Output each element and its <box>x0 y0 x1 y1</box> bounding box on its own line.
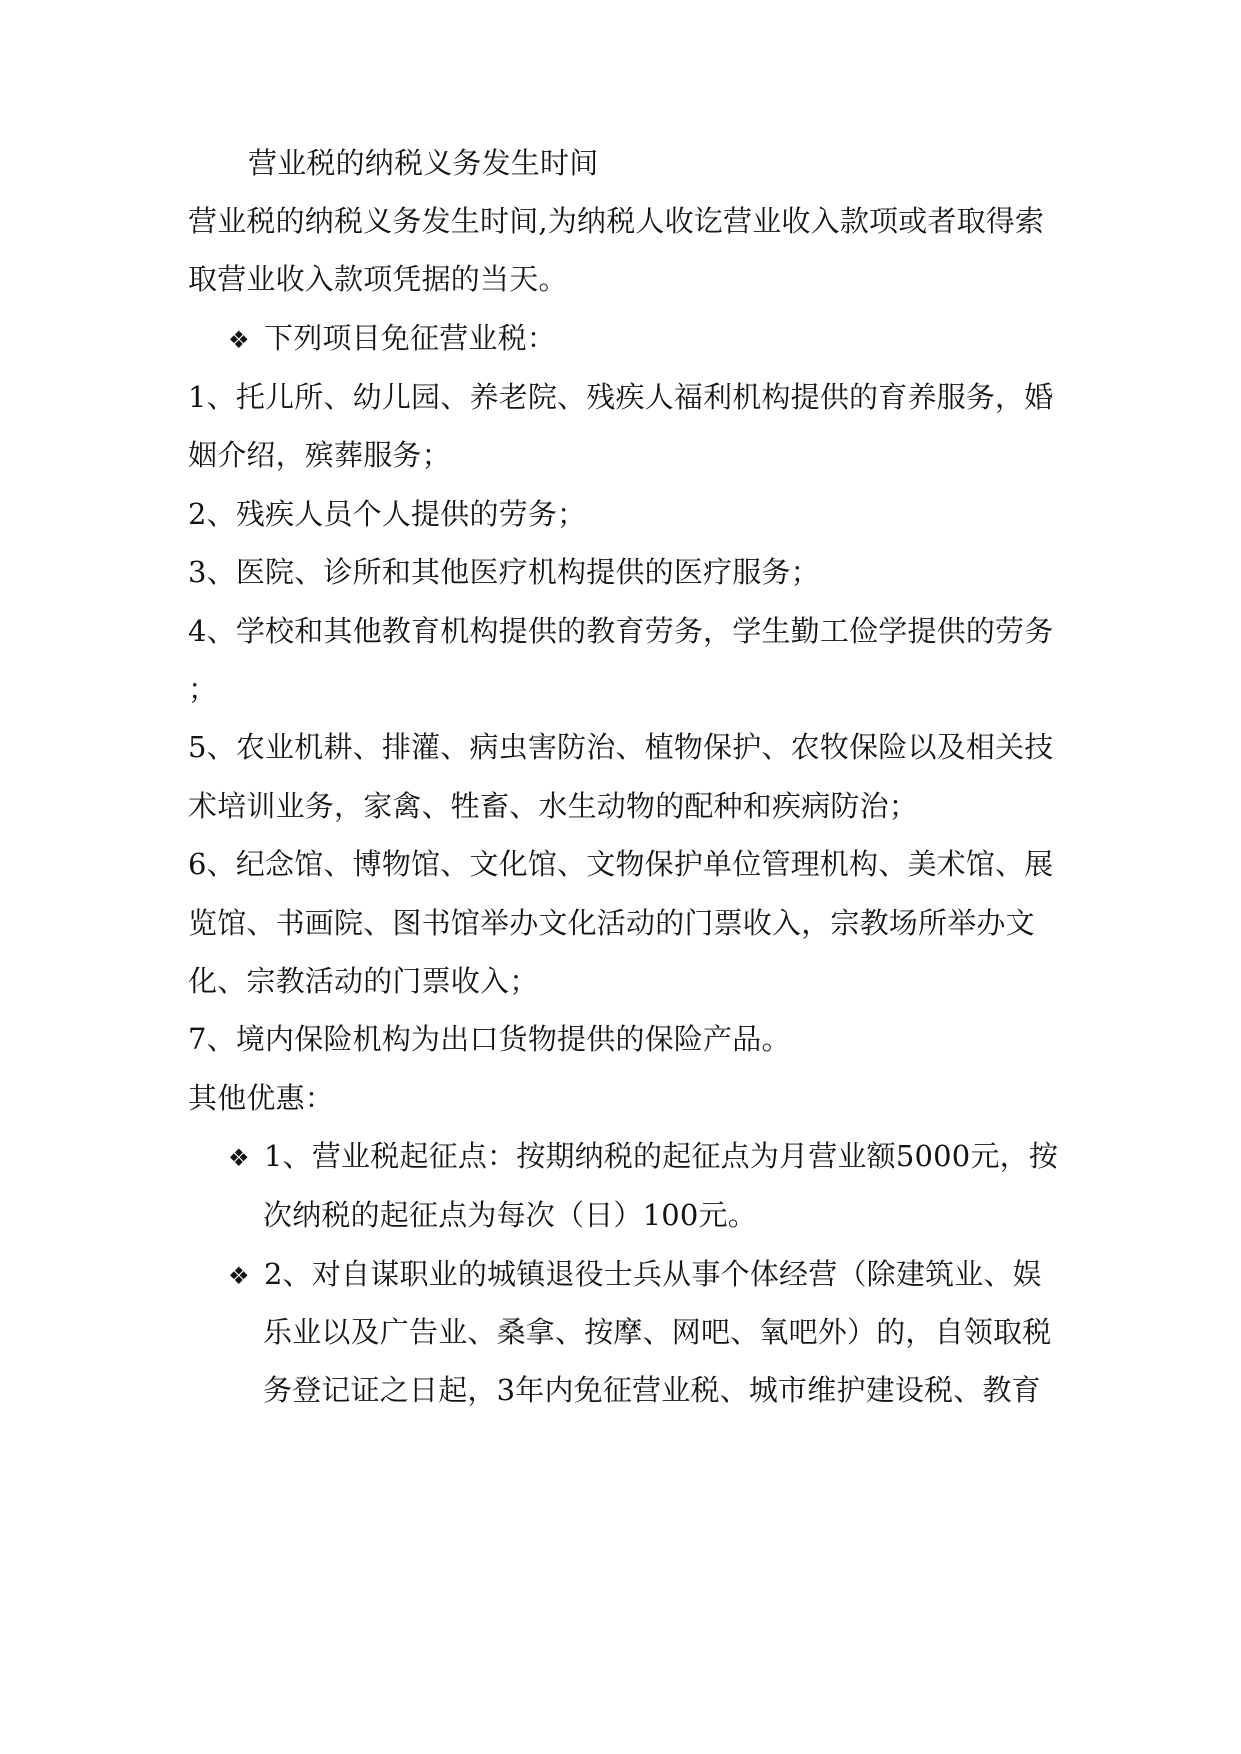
other-item-1-text: 1、营业税起征点：按期纳税的起征点为月营业额5000元，按 <box>264 1139 1059 1173</box>
exempt-line: 5、农业机耕、排灌、病虫害防治、植物保护、农牧保险以及相关技 <box>188 730 1054 764</box>
exempt-line: 6、纪念馆、博物馆、文化馆、文物保护单位管理机构、美术馆、展 <box>188 847 1054 881</box>
other-item-1-cont: 次纳税的起征点为每次（日）100元。 <box>263 1198 757 1232</box>
exempt-line: ； <box>188 672 218 706</box>
exempt-line: 1、托儿所、幼儿园、养老院、残疾人福利机构提供的育养服务，婚 <box>188 380 1054 414</box>
exempt-line: 3、医院、诊所和其他医疗机构提供的医疗服务； <box>188 555 820 589</box>
exempt-line: 4、学校和其他教育机构提供的教育劳务，学生勤工俭学提供的劳务 <box>188 614 1054 648</box>
other-item-2-cont: 务登记证之日起，3年内免征营业税、城市维护建设税、教育 <box>263 1373 1041 1407</box>
four-diamond-bullet-icon: ❖ <box>228 1262 250 1290</box>
four-diamond-bullet-icon: ❖ <box>228 326 250 354</box>
exempt-line: 化、宗教活动的门票收入； <box>188 964 539 998</box>
other-item-1 <box>228 1136 1058 1178</box>
page-title: 营业税的纳税义务发生时间 <box>248 146 599 180</box>
intro-line: 取营业收入款项凭据的当天。 <box>188 262 568 296</box>
four-diamond-bullet-icon: ❖ <box>228 1144 250 1172</box>
exempt-heading-text: 下列项目免征营业税： <box>264 321 557 355</box>
exempt-line: 术培训业务，家禽、牲畜、水生动物的配种和疾病防治； <box>188 789 919 823</box>
exempt-line: 姻介绍，殡葬服务； <box>188 438 451 472</box>
exempt-line: 览馆、书画院、图书馆举办文化活动的门票收入，宗教场所举办文 <box>188 906 1035 940</box>
other-item-2-cont: 乐业以及广告业、桑拿、按摩、网吧、氧吧外）的，自领取税 <box>263 1315 1052 1349</box>
other-item-2 <box>228 1254 1042 1296</box>
other-heading: 其他优惠： <box>188 1081 335 1115</box>
other-item-2-text: 2、对自谋职业的城镇退役士兵从事个体经营（除建筑业、娱 <box>264 1257 1042 1291</box>
exempt-line: 7、境内保险机构为出口货物提供的保险产品。 <box>188 1022 791 1056</box>
exempt-line: 2、残疾人员个人提供的劳务； <box>188 497 587 531</box>
intro-line: 营业税的纳税义务发生时间,为纳税人收讫营业收入款项或者取得索 <box>188 204 1045 238</box>
exempt-heading <box>228 318 556 360</box>
